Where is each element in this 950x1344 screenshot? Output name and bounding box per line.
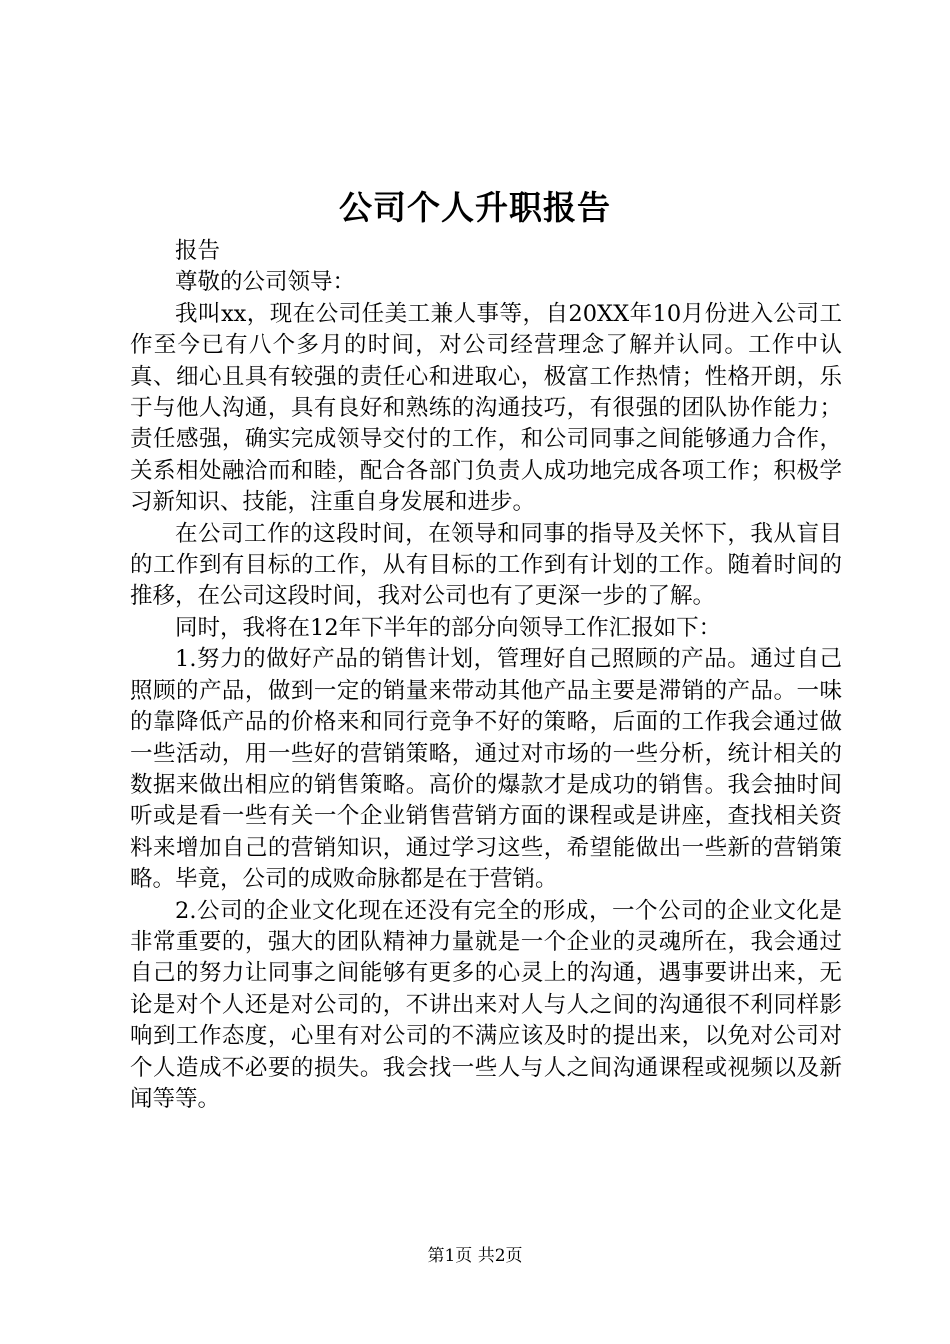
document-body bbox=[130, 236, 842, 1115]
paragraph-item-2-culture: 2.公司的企业文化现在还没有完全的形成，一个公司的企业文化是非常重要的，强大的团队精神力量就是一个企业的灵魂所在，我会通过自己的努力让同事之间能够有更多的心灵上的沟通，遇事要讲出来，无论是对个人还是对公司的，不讲出来对人与人之间的沟通很不利同样影响到工作态度，心里有对公司的不满应该及时的提出来，以免对公司对个人造成不必要的损失。我会找一些人与人之间沟通课程或视频以及新闻等等。 bbox=[130, 897, 842, 1112]
paragraph-heading-report: 报告 bbox=[175, 238, 221, 264]
paragraph-report-intro: 同时，我将在12年下半年的部分向领导工作汇报如下： bbox=[175, 614, 722, 641]
paragraph-work-period: 在公司工作的这段时间，在领导和同事的指导及关怀下，我从盲目的工作到有目标的工作，从有目标的工作到有计划的工作。随着时间的推移，在公司这段时间，我对公司也有了更深一步的了解。 bbox=[130, 520, 842, 610]
paragraph-introduction: 我叫xx，现在公司任美工兼人事等，自20XX年10月份进入公司工作至今已有八个多月的时间，对公司经营理念了解并认同。工作中认真、细心且具有较强的责任心和进取心，极富工作热情；性格开朗，乐于与他人沟通，具有良好和熟练的沟通技巧，有很强的团队协作能力；责任感强，确实完成领导交付的工作，和公司同事之间能够通力合作，关系相处融洽而和睦，配合各部门负责人成功地完成各项工作；积极学习新知识、技能，注重自身发展和进步。 bbox=[130, 300, 842, 516]
paragraph-salutation: 尊敬的公司领导： bbox=[175, 269, 356, 296]
page-number-footer: 第1页 共2页 bbox=[427, 1246, 523, 1266]
document-title: 公司个人升职报告 bbox=[339, 188, 611, 227]
paragraph-item-1-sales: 1.努力的做好产品的销售计划，管理好自己照顾的产品。通过自己照顾的产品，做到一定的销量来带动其他产品主要是滞销的产品。一味的靠降低产品的价格来和同行竞争不好的策略，后面的工作我会通过做一些活动，用一些好的营销策略，通过对市场的一些分析，统计相关的数据来做出相应的销售策略。高价的爆款才是成功的销售。我会抽时间听或是看一些有关一个企业销售营销方面的课程或是讲座，查找相关资料来增加自己的营销知识，通过学习这些，希望能做出一些新的营销策略。毕竟，公司的成败命脉都是在于营销。 bbox=[130, 646, 842, 893]
